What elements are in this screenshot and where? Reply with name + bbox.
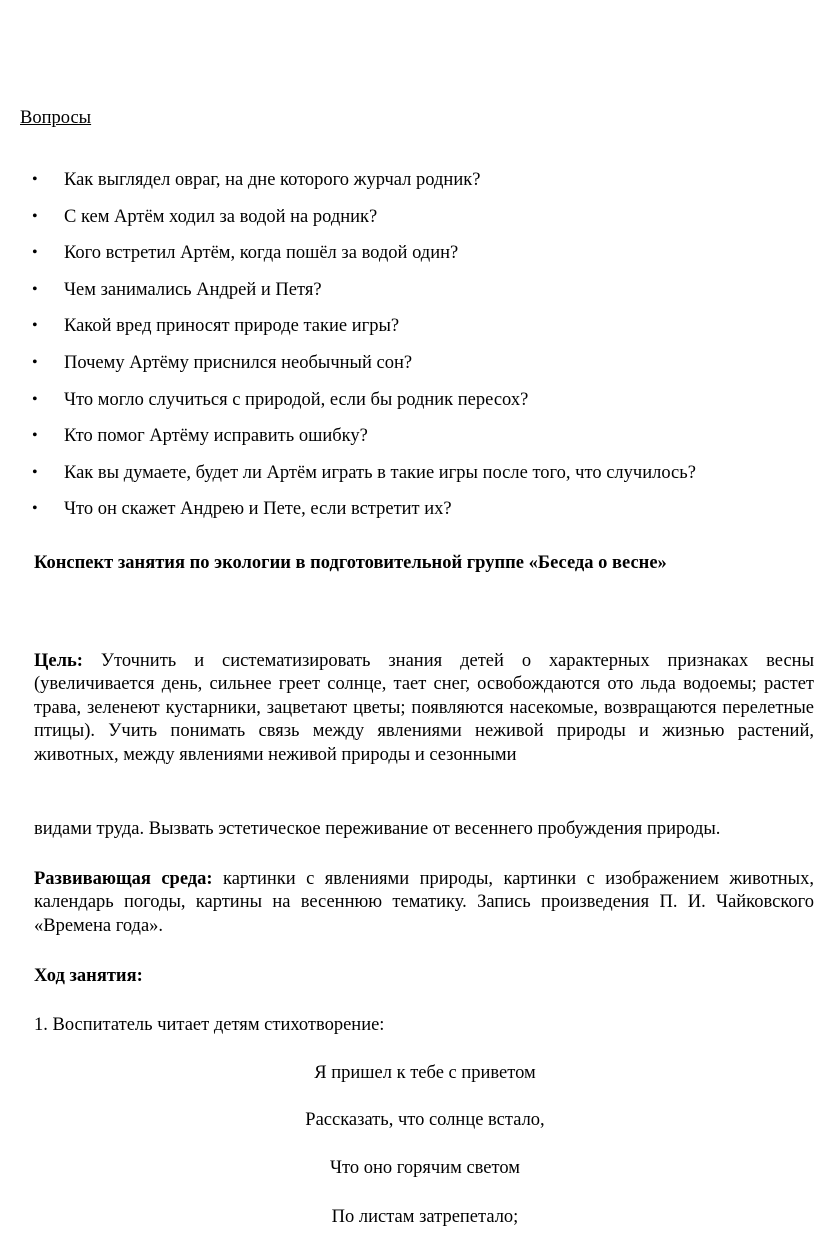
question-item: • Кто помог Артёму исправить ошибку? <box>0 423 696 460</box>
goal-text: Уточнить и систематизировать знания детей о характерных признаках весны (увеличивается день, сильнее греет солнце, тает снег, освобождаются ото льда водоемы; растет трава, зеленеют кустарники, зацветают цветы; появляются насекомые, возвращаются перелетные птицы). Учить понимать связь между явлениями неживой природы и жизнью растений, животных, между явлениями неживой природы и сезонными <box>34 651 814 765</box>
goal-paragraph <box>34 650 814 767</box>
question-item: • Что могло случиться с природой, если бы родник пересох? <box>0 387 696 424</box>
question-item: • Что он скажет Андрею и Пете, если встретит их? <box>0 496 696 533</box>
step-one-text: 1. Воспитатель читает детям стихотворение: <box>34 1015 385 1035</box>
course-heading: Ход занятия: <box>34 966 143 986</box>
question-item: • С кем Артём ходил за водой на родник? <box>0 204 696 241</box>
questions-heading: Вопросы <box>20 108 92 128</box>
environment-label: Развивающая среда: <box>34 869 213 889</box>
question-item: • Кого встретил Артём, когда пошёл за водой один? <box>0 240 696 277</box>
poem-line: Что оно горячим светом <box>330 1158 520 1178</box>
poem-line: Я пришел к тебе с приветом <box>314 1063 536 1083</box>
question-item: • Как вы думаете, будет ли Артём играть в такие игры после того, что случилось? <box>0 460 696 497</box>
poem-line: Рассказать, что солнце встало, <box>305 1110 545 1130</box>
goal-label: Цель: <box>34 651 83 671</box>
question-item: • Почему Артёму приснился необычный сон? <box>0 350 696 387</box>
lesson-title: Конспект занятия по экологии в подготовительной группе «Беседа о весне» <box>34 553 667 573</box>
environment-text: картинки с явлениями природы, картинки с изображением животных, календарь погоды, картины на весеннюю тематику. Запись произведения П. И. Чайковского «Времена года». <box>34 869 814 936</box>
questions-list <box>0 167 696 533</box>
question-item: • Как выглядел овраг, на дне которого журчал родник? <box>0 167 696 204</box>
poem-line: По листам затрепетало; <box>331 1207 519 1227</box>
question-item: • Какой вред приносят природе такие игры? <box>0 313 696 350</box>
goal-tail-paragraph: видами труда. Вызвать эстетическое переживание от весеннего пробуждения природы. <box>34 819 721 839</box>
question-item: • Чем занимались Андрей и Петя? <box>0 277 696 314</box>
environment-paragraph <box>34 868 814 938</box>
